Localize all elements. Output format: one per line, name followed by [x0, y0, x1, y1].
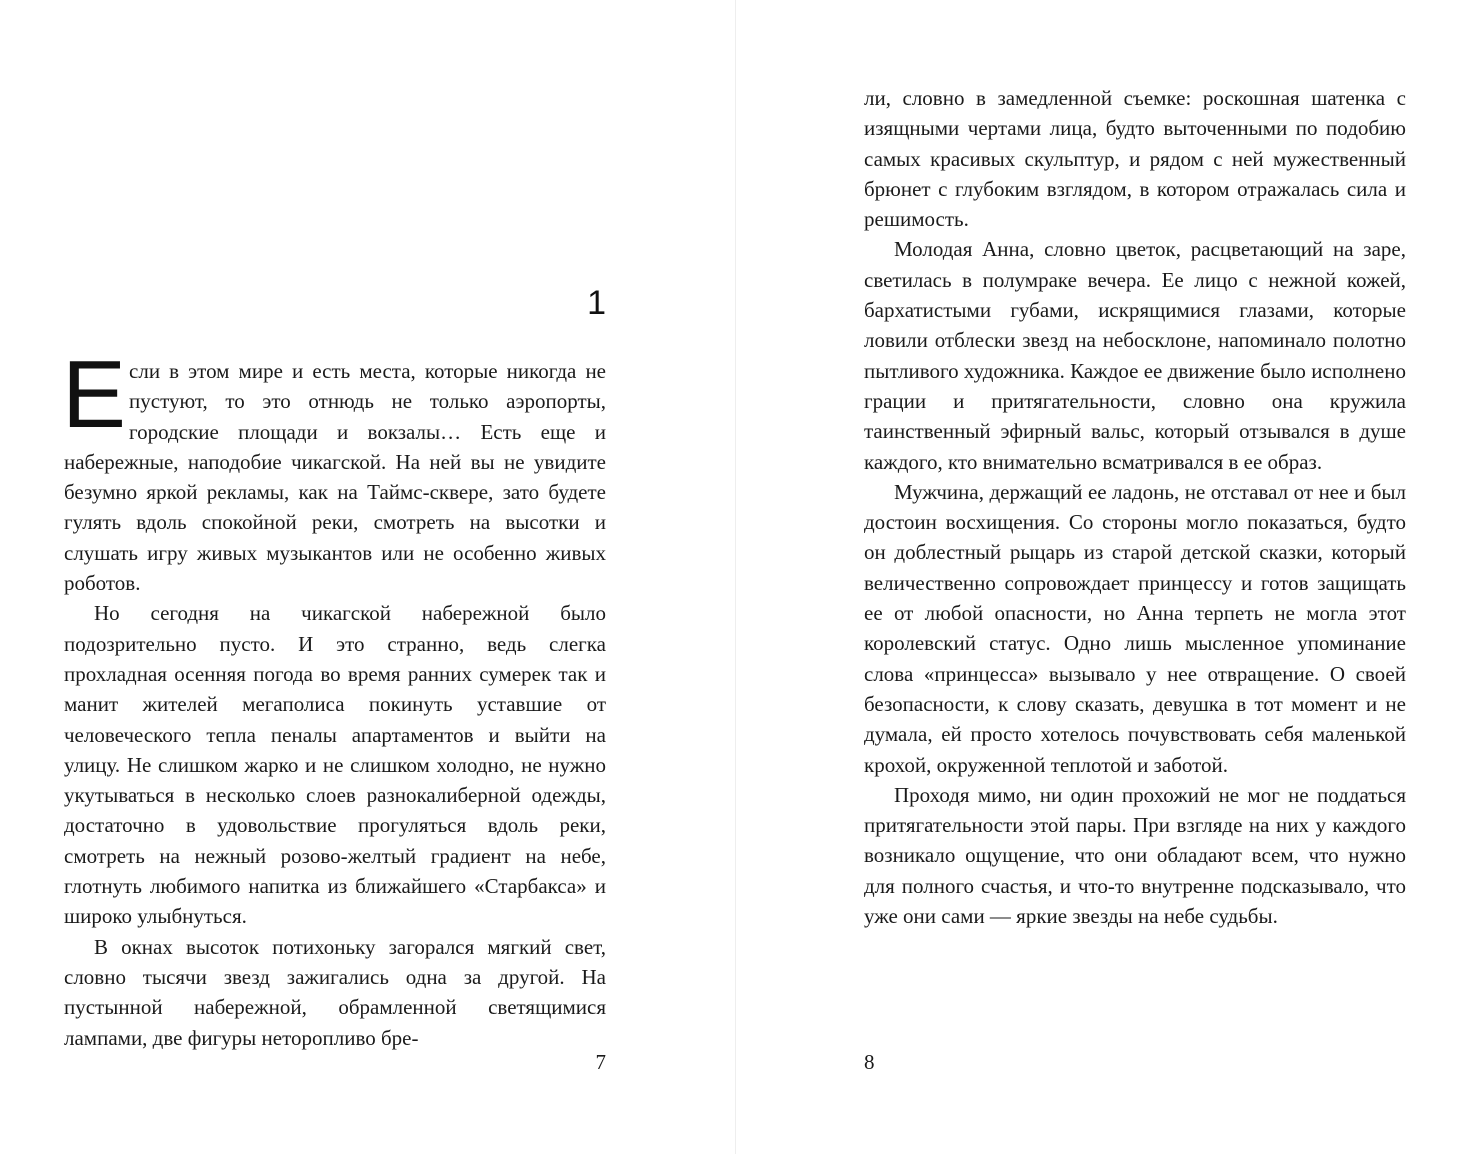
paragraph: В окнах высоток потихоньку загорался мягкий свет, словно тысячи звезд зажигались одна за другой. На пустынной набережной, обрамленной светящимися лампами, две фигуры неторопливо бре-: [64, 934, 606, 1050]
left-page-text: [62, 341, 606, 1053]
left-page: [64, 0, 606, 1154]
drop-cap: Е: [62, 341, 127, 448]
paragraph: [62, 341, 606, 598]
page-number: 8: [864, 1050, 875, 1074]
right-page-text: [864, 83, 1406, 931]
page-number: 7: [595, 1050, 606, 1074]
right-page: [864, 0, 1406, 1154]
paragraph: Но сегодня на чикагской набережной было подозрительно пусто. И это странно, ведь слегка прохладная осенняя погода во время ранних сумерек так и манит жителей мегаполиса покинуть уставшие от человеческого тепла пеналы апартаментов и выйти на улицу. Не слишком жарко и не слишком холодно, не нужно укутываться в несколько слоев разнокалиберной одежды, достаточно в удовольствие прогуляться вдоль реки, смотреть на нежный розово-желтый градиент на небе, глотнуть любимого напитка из ближайшего «Старбакса» и широко улыбнуться.: [64, 601, 606, 929]
paragraph: ли, словно в замедленной съемке: роскошная шатенка с изящными чертами лица, будто выточенными по подобию самых красивых скульптур, и рядом с ней мужественный брюнет с глубоким взглядом, в котором отражалась сила и решимость.: [864, 86, 1406, 232]
paragraph: Молодая Анна, словно цветок, расцветающий на заре, светилась в полумраке вечера. Ее лицо с нежной кожей, бархатистыми губами, искрящимися глазами, которые ловили отблески звезд на небосклоне, напоминало полотно пытливого художника. Каждое ее движение было исполнено грации и притягательности, словно она кружила таинственный эфирный вальс, который отзывался в душе каждого, кто внимательно всматривался в ее образ.: [864, 237, 1406, 474]
book-gutter: [735, 0, 736, 1154]
paragraph: Мужчина, держащий ее ладонь, не отставал от нее и был достоин восхищения. Со стороны могло показаться, будто он доблестный рыцарь из старой детской сказки, который величественно сопровождает принцессу и готов защищать ее от любой опасности, но Анна терпеть не могла этот королевский статус. Одно лишь мысленное упоминание слова «принцесса» вызывало у нее отвращение. О своей безопасности, к слову сказать, девушка в тот момент и не думала, ей просто хотелось почувствовать себя маленькой крохой, окруженной теплотой и заботой.: [864, 479, 1406, 777]
paragraph-text: сли в этом мире и есть места, которые никогда не пустуют, то это отнюдь не только аэропорты, городские площади и вокзалы… Есть еще и набережные, наподобие чикагской. На ней вы не увидите безумно яркой рекламы, как на Таймс-сквере, зато будете гулять вдоль спокойной реки, смотреть на высотки и слушать игру живых музыкантов или не особенно живых роботов.: [64, 359, 606, 596]
chapter-number: 1: [587, 284, 606, 322]
paragraph: Проходя мимо, ни один прохожий не мог не поддаться притягательности этой пары. При взгляде на них у каждого возникало ощущение, что они обладают всем, что нужно для полного счастья, и что-то внутренне подсказывало, что уже они сами — яркие звезды на небе судьбы.: [864, 782, 1406, 929]
